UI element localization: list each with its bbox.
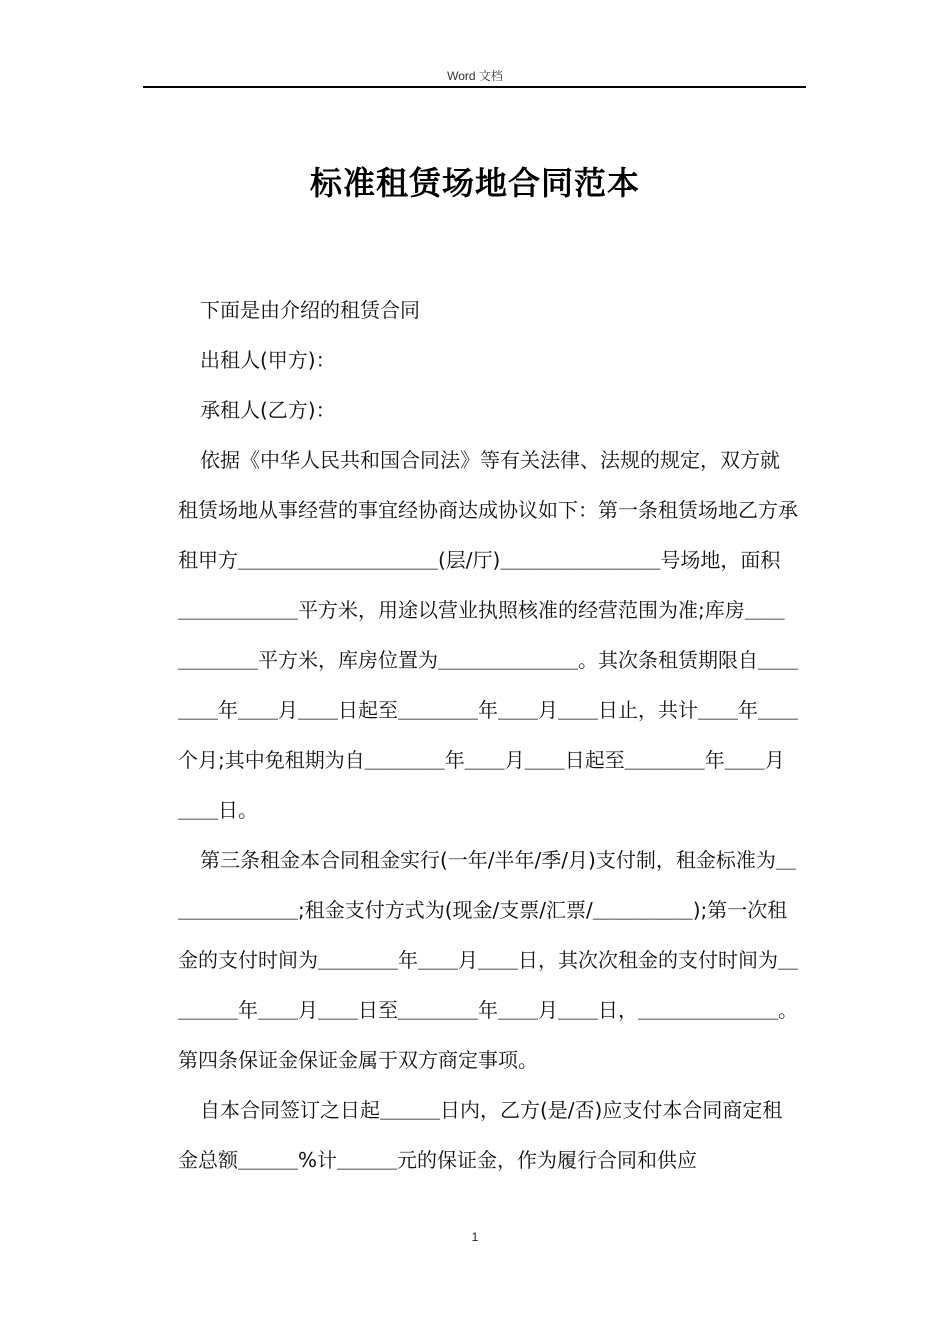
paragraph-article-1-2: 依据《中华人民共和国合同法》等有关法律、法规的规定，双方就租赁场地从事经营的事宜经协商达成协议如下：第一条租赁场地乙方承租甲方＿＿＿＿＿＿＿＿＿＿(层/厅)＿＿＿＿＿＿＿＿号场地，面积＿＿＿＿＿＿平方米，用途以营业执照核准的经营范围为准;库房＿＿＿＿＿＿平方米，库房位置为＿＿＿＿＿＿＿。其次条租赁期限自＿＿＿＿年＿＿月＿＿日起至＿＿＿＿年＿＿月＿＿日止，共计＿＿年＿＿个月;其中免租期为自＿＿＿＿年＿＿月＿＿日起至＿＿＿＿年＿＿月＿＿日。 bbox=[178, 448, 798, 822]
paragraph-lessee: 承租人(乙方)： bbox=[200, 398, 336, 422]
page-number: 1 bbox=[471, 1230, 479, 1244]
document-title: 标准租赁场地合同范本 bbox=[309, 164, 640, 202]
header-divider bbox=[143, 86, 806, 88]
paragraph-lessor: 出租人(甲方)： bbox=[200, 348, 336, 372]
page-header-label: Word 文档 bbox=[447, 69, 503, 83]
paragraph-deposit: 自本合同签订之日起＿＿＿日内，乙方(是/否)应支付本合同商定租金总额＿＿＿%计＿＿＿元的保证金，作为履行合同和供应 bbox=[178, 1098, 783, 1172]
paragraph-article-3-4: 第三条租金本合同租金实行(一年/半年/季/月)支付制，租金标准为＿＿＿＿＿＿＿;租金支付方式为(现金/支票/汇票/＿＿＿＿＿);第一次租金的支付时间为＿＿＿＿年＿＿月＿＿日，其次次租金的支付时间为＿＿＿＿年＿＿月＿＿日至＿＿＿＿年＿＿月＿＿日，＿＿＿＿＿＿＿。第四条保证金保证金属于双方商定事项。 bbox=[178, 848, 798, 1072]
paragraph-intro: 下面是由介绍的租赁合同 bbox=[200, 298, 420, 322]
document-body bbox=[178, 285, 798, 1185]
